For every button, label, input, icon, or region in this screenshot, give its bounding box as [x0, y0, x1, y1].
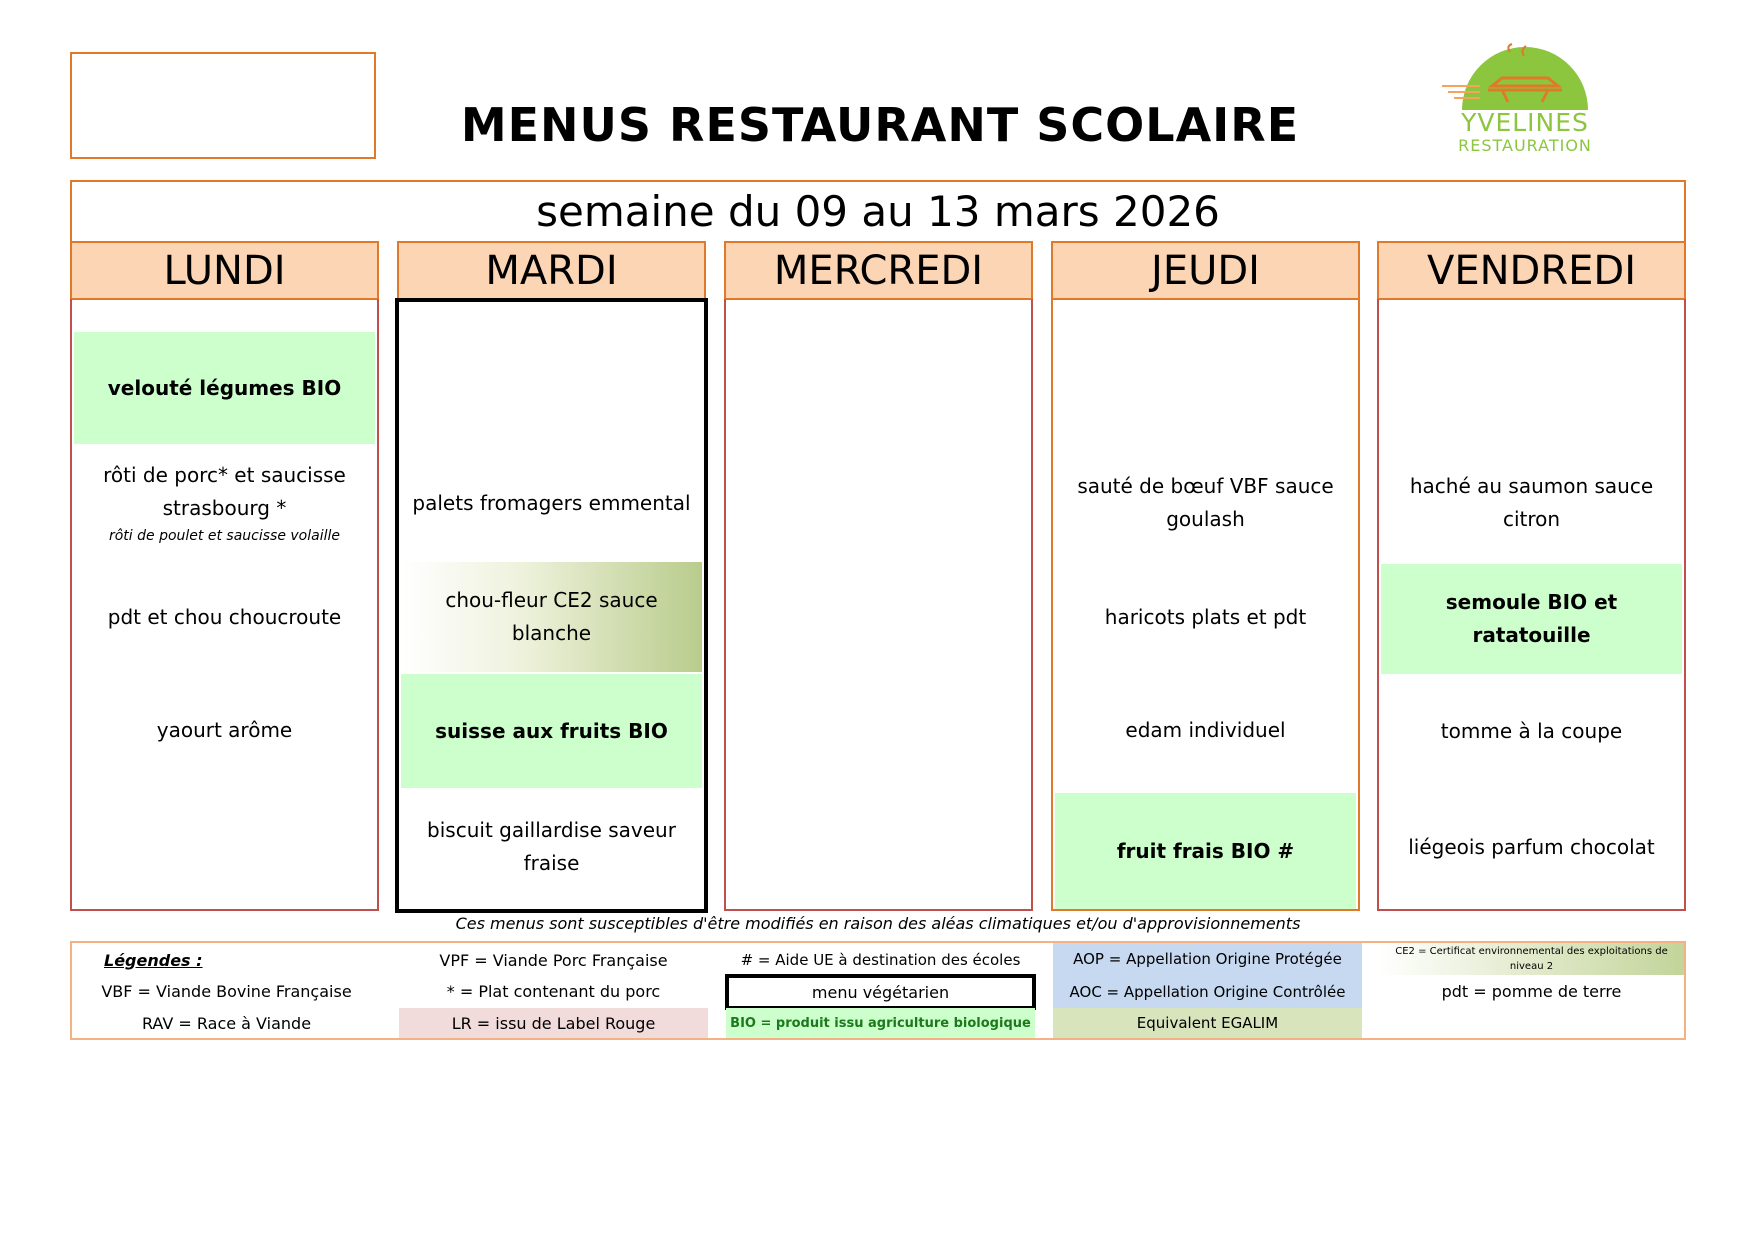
dish-alternative-label: rôti de poulet et saucisse volaille: [108, 528, 340, 544]
main-vendredi: [1381, 444, 1682, 562]
legend-rav: RAV = Race à Viande: [141, 1013, 312, 1033]
dish-label: sauté de bœuf VBF sauce goulash: [1077, 474, 1334, 531]
side-lundi: [74, 562, 375, 672]
day-column-mercredi: [724, 241, 1033, 911]
cloche-icon: [1440, 42, 1610, 112]
side-vendredi: [1381, 564, 1682, 674]
dish-label: fruit frais BIO #: [1116, 838, 1295, 863]
legend-aoc: AOC = Appellation Origine Contrôlée: [1053, 975, 1362, 1009]
legend-hash: # = Aide UE à destination des écoles: [740, 951, 1021, 969]
side-mardi: [401, 562, 702, 672]
legend-vbf: VBF = Viande Bovine Française: [101, 981, 352, 1001]
dish-label: velouté légumes BIO: [107, 375, 342, 400]
day-body-vendredi: [1377, 299, 1686, 911]
dish-label: pdt et chou choucroute: [107, 604, 342, 629]
dish-label: haché au saumon sauce citron: [1409, 474, 1654, 531]
dish-label: palets fromagers emmental: [412, 490, 691, 515]
dish-label: semoule BIO et ratatouille: [1445, 590, 1618, 647]
dish-label: biscuit gaillardise saveur fraise: [427, 818, 676, 875]
disclaimer-note: Ces menus sont susceptibles d'être modifiés en raison des aléas climatiques et/ou d'approvisionnements: [455, 914, 1301, 933]
day-header-jeudi: JEUDI: [1051, 241, 1360, 300]
dish-label: tomme à la coupe: [1440, 718, 1623, 743]
legend-ce2: CE2 = Certificat environnemental des exploitations de niveau 2: [1379, 943, 1684, 975]
day-body-lundi: [70, 299, 379, 911]
day-header-mercredi: MERCREDI: [724, 241, 1033, 300]
dish-label: yaourt arôme: [156, 717, 293, 742]
dessert-jeudi: [1055, 793, 1356, 909]
legend-vegetarian: menu végétarien: [725, 974, 1036, 1010]
logo-line1: YVELINES: [1461, 108, 1589, 137]
day-header-lundi: LUNDI: [70, 241, 379, 300]
legend-pdt: pdt = pomme de terre: [1441, 981, 1622, 1001]
legend-title: Légendes :: [104, 950, 203, 970]
dessert-vendredi: [1381, 788, 1682, 906]
dish-label: chou-fleur CE2 sauce blanche: [445, 588, 658, 645]
day-column-jeudi: [1051, 241, 1360, 911]
day-body-jeudi: [1051, 299, 1360, 911]
dairy-mardi: [401, 674, 702, 788]
starter-lundi: [74, 332, 375, 444]
main-lundi: [74, 444, 375, 562]
day-column-vendredi: [1377, 241, 1686, 911]
main-jeudi: [1055, 444, 1356, 562]
main-mardi: [401, 444, 702, 562]
day-body-mardi: [397, 299, 706, 911]
dairy-vendredi: [1381, 674, 1682, 788]
legend-vpf: VPF = Viande Porc Française: [439, 950, 668, 970]
legend-lr: LR = issu de Label Rouge: [399, 1008, 708, 1038]
dairy-lundi: [74, 672, 375, 788]
dish-label: suisse aux fruits BIO: [435, 718, 668, 743]
logo-line2: RESTAURATION: [1458, 136, 1592, 155]
dish-label: rôti de porc* et saucisse strasbourg *: [103, 463, 346, 520]
yvelines-restauration-logo: [1440, 42, 1610, 158]
day-column-lundi: [70, 241, 379, 911]
page-title: MENUS RESTAURANT SCOLAIRE: [460, 98, 1300, 152]
dish-label: liégeois parfum chocolat: [1408, 834, 1655, 859]
day-header-mardi: MARDI: [397, 241, 706, 300]
legend-egalim: Equivalent EGALIM: [1053, 1008, 1362, 1038]
week-title: semaine du 09 au 13 mars 2026: [70, 180, 1686, 242]
day-header-vendredi: VENDREDI: [1377, 241, 1686, 300]
dairy-jeudi: [1055, 672, 1356, 788]
day-column-mardi: [397, 241, 706, 911]
dish-label: haricots plats et pdt: [1104, 604, 1307, 629]
dessert-mardi: [401, 788, 702, 906]
legend: [70, 941, 1686, 1040]
legend-aop: AOP = Appellation Origine Protégée: [1053, 943, 1362, 975]
empty-header-box: [70, 52, 376, 159]
day-body-mercredi: [724, 299, 1033, 911]
dish-label: edam individuel: [1125, 717, 1286, 742]
legend-bio: BIO = produit issu agriculture biologique: [726, 1008, 1035, 1038]
side-jeudi: [1055, 562, 1356, 672]
legend-star: * = Plat contenant du porc: [446, 981, 661, 1001]
